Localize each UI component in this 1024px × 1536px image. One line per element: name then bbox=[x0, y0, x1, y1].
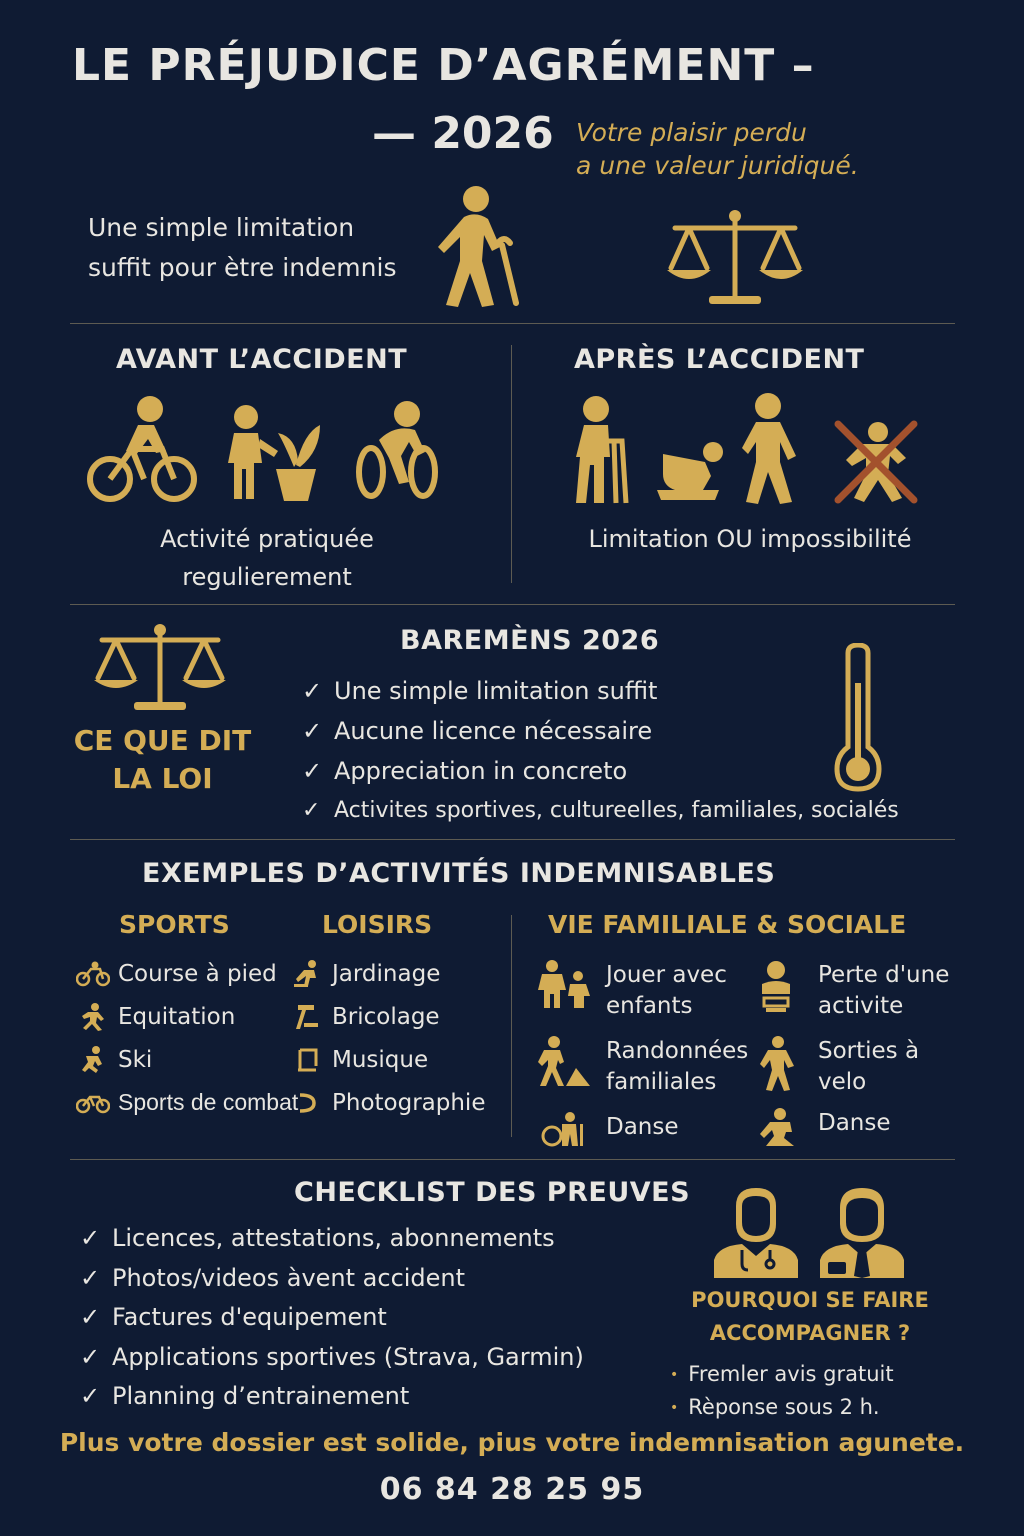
scales-icon bbox=[92, 622, 228, 714]
walking-cane-icon bbox=[430, 185, 530, 310]
check-icon: ✓ bbox=[80, 1224, 101, 1252]
famille-item: Sorties à velo bbox=[746, 1036, 919, 1098]
lawyer-icon bbox=[818, 1186, 906, 1278]
before-caption bbox=[92, 520, 442, 596]
why-heading bbox=[660, 1284, 960, 1350]
dancer-icon bbox=[746, 1108, 806, 1148]
after-heading: APRÈS L’ACCIDENT bbox=[574, 344, 865, 375]
hammer-icon bbox=[290, 1003, 324, 1031]
phone-number[interactable]: 06 84 28 25 95 bbox=[379, 1472, 645, 1507]
law-check-item: ✓ Appreciation in concreto bbox=[302, 751, 899, 791]
divider-4 bbox=[70, 1159, 955, 1160]
cyclist-icon bbox=[86, 395, 198, 505]
famille-item: Danse bbox=[746, 1108, 891, 1148]
check-icon: ✓ bbox=[80, 1303, 101, 1331]
divider-vertical-2 bbox=[511, 915, 512, 1137]
divider-1 bbox=[70, 323, 955, 324]
famille-item: Jouer avec enfants bbox=[534, 960, 727, 1022]
bullet-icon: • bbox=[670, 1399, 679, 1416]
check-icon: ✓ bbox=[302, 798, 321, 823]
check-icon: ✓ bbox=[80, 1382, 101, 1410]
list-item: Bricolage bbox=[290, 995, 485, 1038]
proofs-heading: CHECKLIST DES PREUVES bbox=[294, 1177, 691, 1208]
walking-person-icon bbox=[746, 1036, 806, 1092]
list-item: Musique bbox=[290, 1038, 485, 1081]
why-bullets bbox=[670, 1358, 894, 1424]
law-check-item: ✓ Aucune licence nécessaire bbox=[302, 711, 899, 751]
divider-vertical-1 bbox=[511, 345, 512, 583]
law-label-line1: CE QUE DIT bbox=[73, 724, 252, 757]
list-item: Jardinage bbox=[290, 952, 485, 995]
why-heading-line2: ACCOMPAGNER ? bbox=[709, 1321, 911, 1345]
law-check-item: ✓ Une simple limitation suffit bbox=[302, 671, 899, 711]
loisirs-heading: LOISIRS bbox=[322, 910, 433, 939]
thermometer-icon bbox=[833, 643, 883, 793]
law-label bbox=[60, 722, 265, 798]
runner-bike-icon bbox=[76, 961, 110, 987]
parent-child-icon bbox=[534, 960, 594, 1010]
check-icon: ✓ bbox=[302, 677, 323, 705]
before-heading: AVANT L’ACCIDENT bbox=[116, 344, 408, 375]
rider-icon bbox=[76, 1003, 110, 1031]
gardening-icon bbox=[290, 960, 324, 988]
proof-item: ✓ Licences, attestations, abonnements bbox=[80, 1219, 584, 1259]
law-check-item: ✓ Activites sportives, cultureelles, familiales, socialés bbox=[302, 791, 899, 831]
doctor-icon bbox=[712, 1186, 800, 1278]
divider-2 bbox=[70, 604, 955, 605]
sports-list bbox=[76, 952, 298, 1124]
bike-icon bbox=[76, 1092, 110, 1114]
check-icon: ✓ bbox=[80, 1342, 101, 1371]
page-title-line1: LE PRÉJUDICE D’AGRÉMENT – bbox=[72, 40, 815, 91]
proof-item: ✓ Applications sportives (Strava, Garmin) bbox=[80, 1338, 584, 1378]
tagline-line1: Votre plaisir perdu bbox=[576, 118, 807, 147]
law-checklist bbox=[302, 671, 899, 831]
why-bullet: • Rèponse sous 2 h. bbox=[670, 1395, 880, 1419]
page-title-year: — 2026 bbox=[372, 108, 554, 159]
check-icon: ✓ bbox=[302, 757, 323, 785]
walking-person-icon bbox=[740, 392, 804, 506]
proof-item: ✓ Photos/videos àvent accident bbox=[80, 1259, 584, 1299]
list-item: Equitation bbox=[76, 995, 298, 1038]
footer-text: Plus votre dossier est solide, pius votre indemnisation agunete. bbox=[59, 1428, 965, 1457]
scales-icon bbox=[665, 208, 805, 308]
why-heading-line1: POURQUOI SE FAIRE bbox=[691, 1288, 929, 1312]
crossed-out-activity-icon bbox=[832, 418, 920, 506]
music-icon bbox=[290, 1046, 324, 1074]
gardener-icon bbox=[224, 403, 324, 503]
loisirs-list bbox=[290, 952, 485, 1124]
before-caption-line2: regulierement bbox=[182, 563, 352, 591]
divider-3 bbox=[70, 839, 955, 840]
after-caption: Limitation OU impossibilité bbox=[588, 525, 912, 553]
walker-frame-icon bbox=[566, 395, 630, 505]
examples-heading: EXEMPLES D’ACTIVITÉS INDEMNISABLES bbox=[142, 858, 776, 889]
proof-item: ✓ Planning d’entrainement bbox=[80, 1377, 584, 1417]
tagline-line2: a une valeur juridiqué. bbox=[576, 151, 859, 180]
list-item: Course à pied bbox=[76, 952, 298, 995]
why-bullet: • Fremler avis gratuit bbox=[670, 1362, 894, 1386]
camera-icon bbox=[290, 1089, 324, 1117]
check-icon: ✓ bbox=[80, 1263, 101, 1292]
law-heading: BAREMÈNS 2026 bbox=[400, 625, 660, 656]
famille-heading: VIE FAMILIALE & SOCIALE bbox=[548, 910, 907, 939]
bullet-icon: • bbox=[670, 1366, 679, 1383]
person-activity-icon bbox=[746, 960, 806, 1016]
intro-line1: Une simple limitation bbox=[88, 213, 355, 242]
famille-item: Danse bbox=[534, 1112, 679, 1148]
hiker-icon bbox=[534, 1036, 594, 1088]
famille-item: Randonnées familiales bbox=[534, 1036, 748, 1098]
sports-heading: SPORTS bbox=[119, 910, 230, 939]
skier-icon bbox=[76, 1046, 110, 1074]
elder-child-icon bbox=[534, 1112, 594, 1148]
proof-item: ✓ Factures d'equipement bbox=[80, 1298, 584, 1338]
tagline bbox=[576, 116, 859, 182]
reclining-person-icon bbox=[655, 440, 725, 504]
mountain-biker-icon bbox=[355, 400, 440, 504]
proofs-checklist bbox=[80, 1219, 584, 1417]
intro-text bbox=[88, 208, 396, 288]
check-icon: ✓ bbox=[302, 717, 323, 745]
before-caption-line1: Activité pratiquée bbox=[160, 525, 374, 553]
intro-line2: suffit pour ètre indemnis bbox=[88, 253, 397, 282]
famille-item: Perte d'une activite bbox=[746, 960, 949, 1022]
law-label-line2: LA LOI bbox=[112, 762, 213, 795]
list-item: Ski bbox=[76, 1038, 298, 1081]
list-item: Photographie bbox=[290, 1081, 485, 1124]
list-item: Sports de combat bbox=[76, 1081, 298, 1124]
